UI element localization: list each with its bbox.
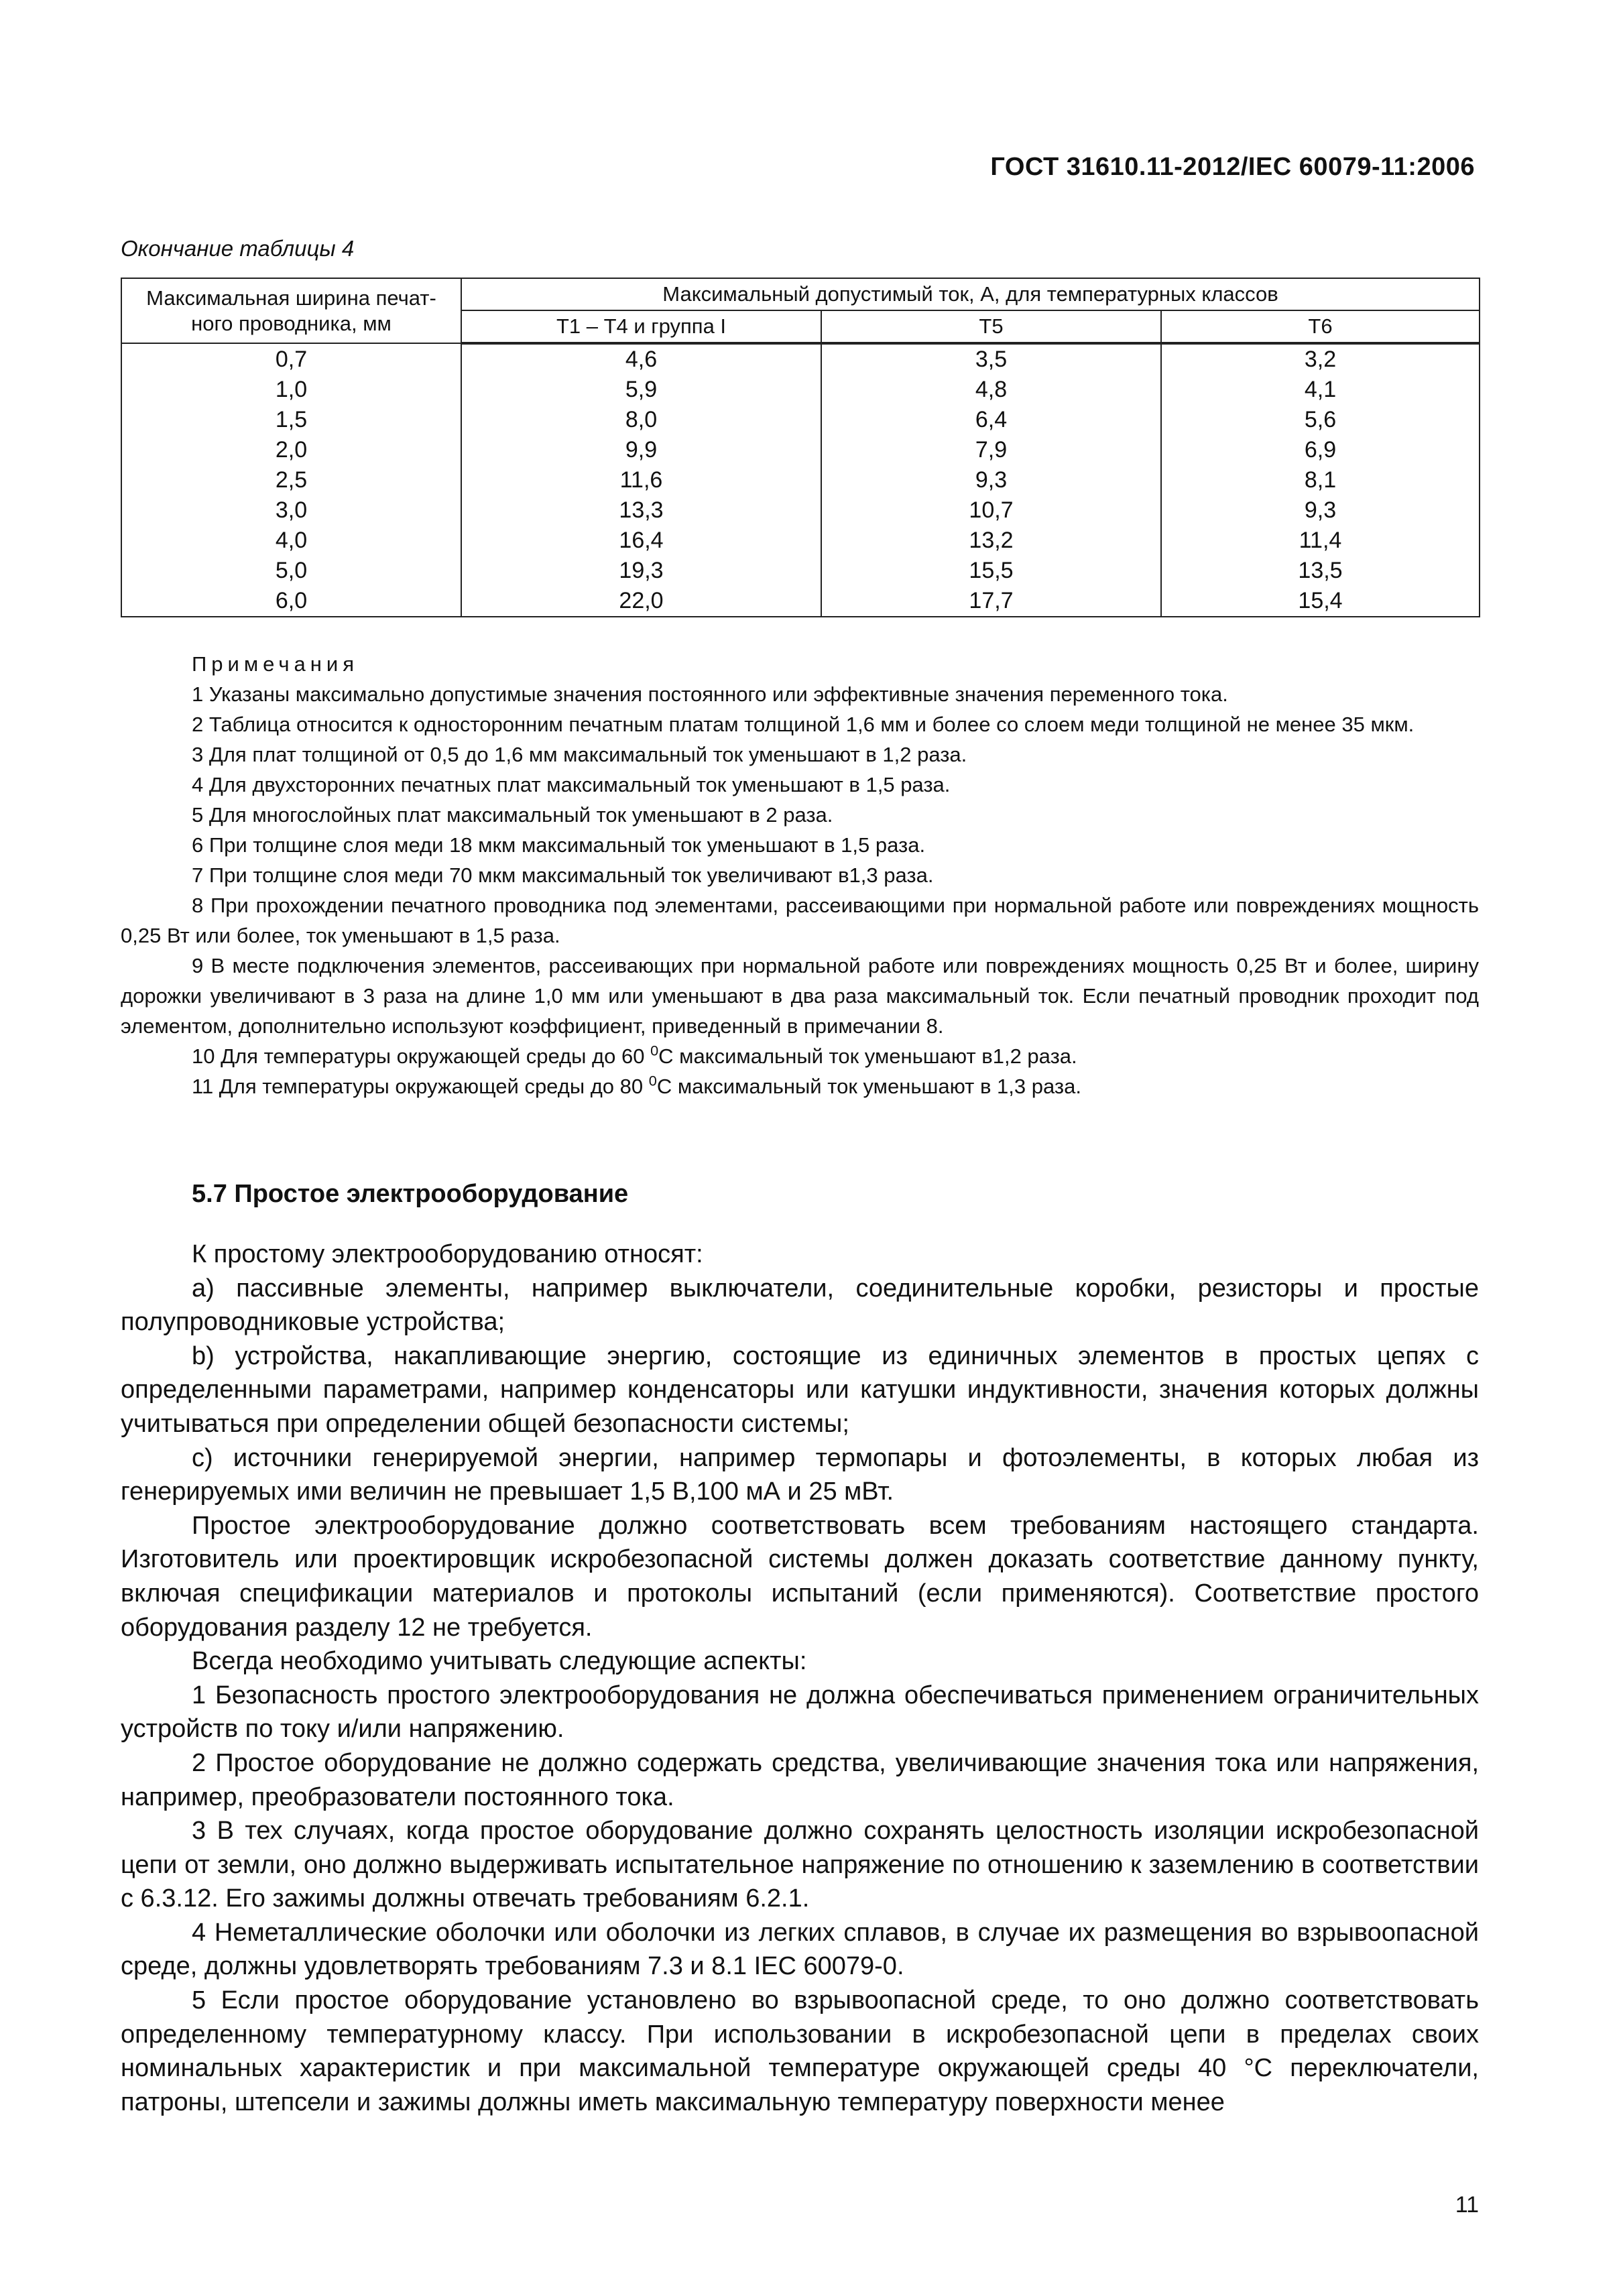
- note-10: [121, 1041, 1479, 1071]
- table-row: [121, 495, 1480, 526]
- cell-width: 1,0: [121, 375, 461, 405]
- cell-width: 6,0: [121, 586, 461, 617]
- table-notes: [121, 649, 1479, 1101]
- cell-width: 1,5: [121, 405, 461, 435]
- cell-t5: 15,5: [821, 556, 1161, 586]
- note-11-text-a: 11 Для температуры окружающей среды до 80: [192, 1075, 649, 1098]
- cell-width: 2,5: [121, 465, 461, 495]
- note-3: 3 Для плат толщиной от 0,5 до 1,6 мм максимальный ток уменьшают в 1,2 раза.: [192, 743, 967, 766]
- cell-t6: 5,6: [1161, 405, 1480, 435]
- cell-t1-t4: 22,0: [461, 586, 821, 617]
- note-9: 9 В месте подключения элементов, рассеивающих при нормальной работе или повреждениях мощность 0,25 Вт и более, ширину дорожки увеличивают в 3 раза на длине 1,0 мм или уменьшают в два раза максимальный ток. Если печатный проводник проходит под элементом, дополнительно используют коэффициент, приведенный в примечании 8.: [121, 954, 1479, 1038]
- note-5: 5 Для многослойных плат максимальный ток уменьшают в 2 раза.: [192, 803, 833, 827]
- table-row: [121, 526, 1480, 556]
- note-7: 7 При толщине слоя меди 70 мкм максимальный ток увеличивают в1,3 раза.: [192, 863, 934, 887]
- cell-t6: 13,5: [1161, 556, 1480, 586]
- header-class-t5: Т5: [821, 310, 1161, 343]
- note-11-degree-sup: 0: [648, 1072, 657, 1089]
- paragraph-11: 5 Если простое оборудование установлено во взрывоопасной среде, то оно должно соответствовать определенному температурному классу. При использовании в искробезопасной цепи в пределах своих номинальных характеристик и при максимальной температуре окружающей среды 40 °С переключатели, патроны, штепсели и зажимы должны иметь максимальную температуру поверхности менее: [121, 1986, 1479, 2116]
- cell-t6: 8,1: [1161, 465, 1480, 495]
- note-6: 6 При толщине слоя меди 18 мкм максимальный ток уменьшают в 1,5 раза.: [192, 833, 926, 857]
- cell-t6: 15,4: [1161, 586, 1480, 617]
- cell-t5: 4,8: [821, 375, 1161, 405]
- table-row: [121, 465, 1480, 495]
- cell-width: 3,0: [121, 495, 461, 526]
- note-10-text-a: 10 Для температуры окружающей среды до 60: [192, 1044, 651, 1068]
- cell-t6: 4,1: [1161, 375, 1480, 405]
- cell-t1-t4: 9,9: [461, 435, 821, 465]
- note-10-text-b: С максимальный ток уменьшают в1,2 раза.: [658, 1044, 1077, 1068]
- page-number: 11: [1455, 2192, 1479, 2218]
- document-code-header: ГОСТ 31610.11-2012/IEC 60079-11:2006: [990, 153, 1475, 181]
- paragraph-1: К простому электрооборудованию относят:: [192, 1240, 703, 1268]
- table-row: [121, 405, 1480, 435]
- cell-t5: 9,3: [821, 465, 1161, 495]
- paragraph-8: 2 Простое оборудование не должно содержать средства, увеличивающие значения тока или напряжения, например, преобразователи постоянного тока.: [121, 1748, 1479, 1811]
- table-row: [121, 375, 1480, 405]
- cell-t5: 13,2: [821, 526, 1161, 556]
- table-row: [121, 556, 1480, 586]
- paragraph-2: а) пассивные элементы, например выключатели, соединительные коробки, резисторы и простые полупроводниковые устройства;: [121, 1274, 1479, 1337]
- paragraph-7: 1 Безопасность простого электрооборудования не должна обеспечиваться применением ограничительных устройств по току и/или напряжению.: [121, 1681, 1479, 1744]
- section-heading: 5.7 Простое электрооборудование: [192, 1180, 629, 1208]
- paragraph-10: 4 Неметаллические оболочки или оболочки из легких сплавов, в случае их размещения во взрывоопасной среде, должны удовлетворять требованиям 7.3 и 8.1 IEC 60079-0.: [121, 1918, 1479, 1981]
- note-1: 1 Указаны максимально допустимые значения постоянного или эффективные значения переменного тока.: [192, 682, 1228, 706]
- table-row: [121, 435, 1480, 465]
- cell-t1-t4: 4,6: [461, 343, 821, 375]
- cell-t6: 3,2: [1161, 343, 1480, 375]
- cell-width: 2,0: [121, 435, 461, 465]
- paragraph-3: b) устройства, накапливающие энергию, состоящие из единичных элементов в простых цепях с определенными параметрами, например конденсаторы или катушки индуктивности, значения которых должны учитываться при определении общей безопасности системы;: [121, 1341, 1479, 1438]
- note-4: 4 Для двухсторонних печатных плат максимальный ток уменьшают в 1,5 раза.: [192, 773, 951, 796]
- note-11-text-b: С максимальный ток уменьшают в 1,3 раза.: [656, 1075, 1081, 1098]
- table-row: [121, 586, 1480, 617]
- cell-t1-t4: 19,3: [461, 556, 821, 586]
- paragraph-4: с) источники генерируемой энергии, например термопары и фотоэлементы, в которых любая из генерируемых ими величин не превышает 1,5 В,100 мА и 25 мВт.: [121, 1443, 1479, 1506]
- cell-t6: 6,9: [1161, 435, 1480, 465]
- cell-t1-t4: 11,6: [461, 465, 821, 495]
- cell-t1-t4: 8,0: [461, 405, 821, 435]
- cell-t1-t4: 16,4: [461, 526, 821, 556]
- paragraph-9: 3 В тех случаях, когда простое оборудование должно сохранять целостность изоляции искробезопасной цепи от земли, оно должно выдерживать испытательное напряжение по отношению к заземлению в соответствии с 6.3.12. Его зажимы должны отвечать требованиям 6.2.1.: [121, 1817, 1479, 1913]
- header-class-t6: Т6: [1161, 310, 1480, 343]
- header-conductor-width: Максимальная ширина печат-ного проводника, мм: [121, 278, 461, 343]
- note-8: 8 При прохождении печатного проводника под элементами, рассеивающими при нормальной работе или повреждениях мощность 0,25 Вт или более, ток уменьшают в 1,5 раза.: [121, 894, 1479, 947]
- note-2: 2 Таблица относится к односторонним печатным платам толщиной 1,6 мм и более со слоем меди толщиной не менее 35 мкм.: [192, 713, 1415, 736]
- note-10-degree-sup: 0: [650, 1042, 659, 1059]
- cell-width: 4,0: [121, 526, 461, 556]
- header-max-current: Максимальный допустимый ток, А, для температурных классов: [461, 278, 1480, 310]
- paragraph-6: Всегда необходимо учитывать следующие аспекты:: [192, 1647, 807, 1676]
- header-class-t1-t4: Т1 – Т4 и группа I: [461, 310, 821, 343]
- cell-width: 5,0: [121, 556, 461, 586]
- section-body: [121, 1237, 1479, 2119]
- current-table: [121, 278, 1480, 617]
- note-11: [121, 1071, 1479, 1101]
- cell-t5: 3,5: [821, 343, 1161, 375]
- cell-t6: 9,3: [1161, 495, 1480, 526]
- table-row: [121, 343, 1480, 375]
- cell-width: 0,7: [121, 343, 461, 375]
- cell-t6: 11,4: [1161, 526, 1480, 556]
- cell-t1-t4: 5,9: [461, 375, 821, 405]
- notes-title: Примечания: [192, 652, 359, 676]
- cell-t5: 6,4: [821, 405, 1161, 435]
- cell-t5: 10,7: [821, 495, 1161, 526]
- cell-t5: 7,9: [821, 435, 1161, 465]
- cell-t5: 17,7: [821, 586, 1161, 617]
- cell-t1-t4: 13,3: [461, 495, 821, 526]
- table-caption: Окончание таблицы 4: [121, 236, 355, 261]
- paragraph-5: Простое электрооборудование должно соответствовать всем требованиям настоящего стандарта. Изготовитель или проектировщик искробезопасной системы должен доказать соответствие данному пункту, включая спецификации материалов и протоколы испытаний (если применяются). Соответствие простого оборудования разделу 12 не требуется.: [121, 1511, 1479, 1642]
